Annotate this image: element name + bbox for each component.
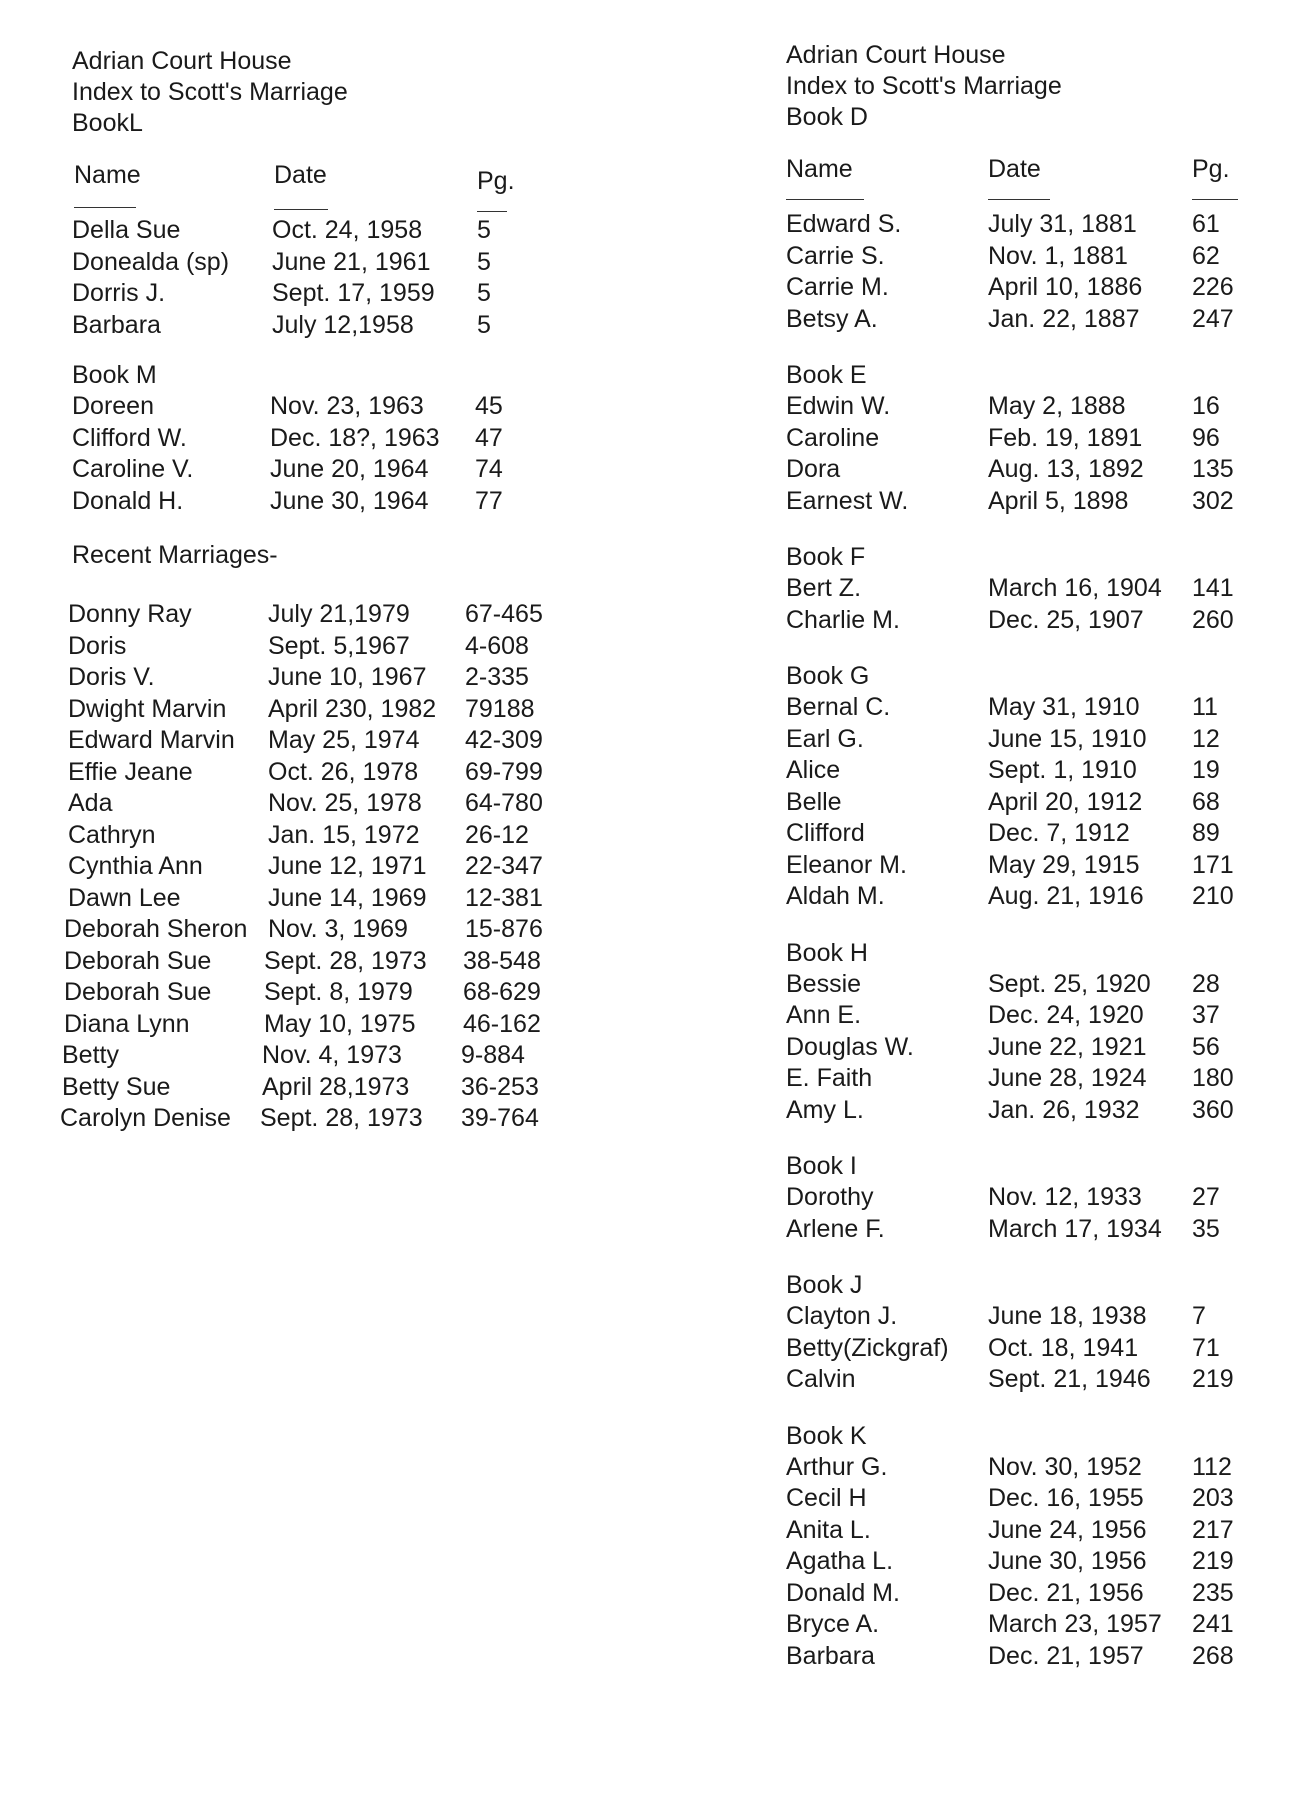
entry-date: July 21,1979: [268, 600, 410, 628]
entry-page: 12-381: [465, 883, 543, 912]
table-row: [68, 820, 592, 852]
entry-date: June 22, 1921: [988, 1032, 1147, 1061]
table-row: [786, 1095, 1286, 1127]
entry-date: June 14, 1969: [268, 883, 427, 912]
entry-page: 5: [477, 216, 491, 244]
name-rule: [74, 207, 136, 208]
entry-date: Dec. 24, 1920: [988, 1001, 1144, 1029]
entry-date: June 30, 1956: [988, 1547, 1147, 1575]
left-header-line-2: Index to Scott's Marriage: [72, 78, 348, 106]
entry-name: Cecil H: [786, 1484, 867, 1512]
entry-date: Jan. 15, 1972: [268, 820, 420, 849]
entry-name: Ada: [68, 789, 113, 817]
entry-page: 27: [1192, 1183, 1220, 1211]
book-m-rows: [72, 391, 592, 517]
table-row: [786, 692, 1286, 724]
table-row: [786, 1641, 1286, 1673]
table-row: [786, 1333, 1286, 1365]
entry-page: 39-764: [461, 1104, 539, 1132]
table-row: [786, 272, 1286, 304]
entry-page: 5: [477, 310, 491, 339]
table-row: [786, 1000, 1286, 1032]
entry-page: 22-347: [465, 852, 543, 880]
entry-date: Jan. 22, 1887: [988, 304, 1140, 333]
entry-name: E. Faith: [786, 1064, 873, 1092]
table-row: [786, 209, 1286, 241]
entry-page: 9-884: [461, 1041, 525, 1069]
table-row: [786, 818, 1286, 850]
entry-name: Edward Marvin: [68, 726, 235, 754]
entry-name: Clifford W.: [72, 423, 187, 452]
entry-date: March 23, 1957: [988, 1610, 1162, 1638]
entry-date: Nov. 25, 1978: [268, 789, 422, 817]
entry-date: May 10, 1975: [264, 1009, 416, 1038]
entry-date: Dec. 21, 1956: [988, 1578, 1144, 1607]
book-f-title: Book F: [786, 543, 866, 571]
entry-page: 77: [475, 486, 503, 515]
book-j-title: Book J: [786, 1271, 863, 1299]
entry-name: Earl G.: [786, 724, 864, 753]
right-header-line-2: Index to Scott's Marriage: [786, 72, 1062, 100]
entry-date: June 10, 1967: [268, 663, 427, 691]
book-j-rows: [786, 1301, 1286, 1396]
table-row: [786, 1032, 1286, 1064]
entry-name: Donealda (sp): [72, 247, 230, 276]
entry-name: Barbara: [786, 1641, 875, 1670]
entry-name: Arlene F.: [786, 1214, 885, 1243]
entry-page: 26-12: [465, 820, 529, 849]
entry-name: Dorothy: [786, 1183, 874, 1211]
table-row: [786, 1364, 1286, 1396]
entry-date: Dec. 7, 1912: [988, 819, 1130, 847]
entry-name: Charlie M.: [786, 605, 900, 634]
entry-date: June 30, 1964: [270, 486, 429, 515]
entry-name: Ann E.: [786, 1001, 862, 1029]
entry-name: Betty: [62, 1041, 119, 1069]
entry-date: Aug. 13, 1892: [988, 455, 1144, 483]
right-rules: [786, 193, 1286, 209]
table-row: [68, 599, 592, 631]
entry-name: Della Sue: [72, 216, 181, 244]
entry-name: Cynthia Ann: [68, 852, 203, 880]
table-row: [68, 851, 592, 883]
entry-page: 79188: [465, 694, 535, 723]
entry-name: Donald M.: [786, 1578, 900, 1607]
entry-date: April 20, 1912: [988, 787, 1143, 816]
entry-name: Diana Lynn: [64, 1009, 190, 1038]
entry-name: Earnest W.: [786, 486, 909, 515]
book-k-rows: [786, 1452, 1286, 1673]
entry-name: Anita L.: [786, 1515, 871, 1544]
entry-date: Feb. 19, 1891: [988, 423, 1143, 452]
entry-name: Donny Ray: [68, 600, 192, 628]
entry-name: Caroline V.: [72, 455, 194, 483]
entry-date: May 25, 1974: [268, 726, 420, 754]
entry-page: 226: [1192, 273, 1234, 301]
entry-date: Nov. 4, 1973: [262, 1041, 402, 1069]
entry-page: 38-548: [463, 946, 541, 975]
table-row: [786, 1515, 1286, 1547]
entry-page: 62: [1192, 241, 1220, 270]
pg-rule: [1192, 199, 1238, 200]
table-row: [786, 755, 1286, 787]
entry-date: June 15, 1910: [988, 724, 1147, 753]
entry-name: Aldah M.: [786, 882, 885, 910]
book-g-rows: [786, 692, 1286, 913]
book-f-rows: [786, 573, 1286, 636]
pg-heading: Pg.: [1192, 155, 1230, 183]
entry-page: 61: [1192, 210, 1220, 238]
entry-page: 47: [475, 423, 503, 452]
entry-page: 235: [1192, 1578, 1234, 1607]
entry-page: 96: [1192, 423, 1220, 452]
entry-page: 11: [1192, 693, 1218, 721]
entry-date: Aug. 21, 1916: [988, 882, 1144, 910]
entry-page: 42-309: [465, 726, 543, 754]
entry-page: 210: [1192, 882, 1234, 910]
entry-date: Sept. 17, 1959: [272, 279, 435, 307]
entry-page: 203: [1192, 1484, 1234, 1512]
entry-page: 260: [1192, 605, 1234, 634]
table-row: [60, 1103, 592, 1135]
table-row: [786, 724, 1286, 756]
pg-heading: Pg.: [477, 167, 515, 195]
entry-name: Bert Z.: [786, 574, 862, 602]
entry-page: 141: [1192, 574, 1234, 602]
recent-marriages-title: Recent Marriages-: [72, 541, 278, 569]
entry-page: 28: [1192, 969, 1220, 998]
entry-page: 4-608: [465, 631, 529, 660]
entry-date: April 5, 1898: [988, 486, 1129, 515]
entry-date: June 21, 1961: [272, 247, 431, 276]
entry-page: 68-629: [463, 978, 541, 1006]
table-row: [62, 1072, 592, 1104]
book-m-title: Book M: [72, 361, 157, 389]
name-heading: Name: [786, 155, 853, 183]
entry-date: July 12,1958: [272, 310, 414, 339]
entry-name: Eleanor M.: [786, 850, 907, 879]
table-row: [786, 304, 1286, 336]
table-row: [68, 757, 592, 789]
book-g-title: Book G: [786, 662, 870, 690]
entry-page: 74: [475, 455, 503, 483]
right-column-headings: [786, 155, 1286, 193]
entry-name: Bryce A.: [786, 1610, 880, 1638]
book-k-title: Book K: [786, 1421, 867, 1450]
entry-page: 5: [477, 279, 491, 307]
entry-name: Cathryn: [68, 820, 156, 849]
entry-page: 35: [1192, 1214, 1220, 1243]
table-row: [786, 1452, 1286, 1484]
entry-name: Betty(Zickgraf): [786, 1333, 949, 1362]
book-i-title: Book I: [786, 1152, 857, 1180]
entry-page: 46-162: [463, 1009, 541, 1038]
entry-name: Dawn Lee: [68, 883, 181, 912]
entry-page: 247: [1192, 304, 1234, 333]
left-column: [60, 46, 592, 1135]
entry-date: Jan. 26, 1932: [988, 1095, 1140, 1124]
left-rows: [72, 215, 592, 341]
date-heading: Date: [988, 155, 1041, 183]
entry-date: Nov. 1, 1881: [988, 241, 1128, 270]
entry-page: 135: [1192, 455, 1234, 483]
entry-date: Nov. 12, 1933: [988, 1183, 1142, 1211]
entry-date: Dec. 18?, 1963: [270, 423, 440, 452]
entry-page: 2-335: [465, 663, 529, 691]
left-header-line-1: Adrian Court House: [72, 47, 292, 75]
date-rule: [988, 199, 1050, 200]
right-header-line-1: Adrian Court House: [786, 41, 1006, 69]
entry-date: Dec. 25, 1907: [988, 605, 1144, 634]
entry-name: Doris: [68, 631, 127, 660]
table-row: [786, 573, 1286, 605]
entry-name: Carolyn Denise: [60, 1104, 231, 1132]
entry-page: 180: [1192, 1064, 1234, 1092]
entry-page: 37: [1192, 1001, 1220, 1029]
entry-name: Edward S.: [786, 210, 902, 238]
entry-date: July 31, 1881: [988, 210, 1137, 238]
entry-name: Dora: [786, 455, 841, 483]
table-row: [786, 1063, 1286, 1095]
entry-page: 36-253: [461, 1072, 539, 1101]
entry-page: 69-799: [465, 757, 543, 786]
name-heading: Name: [74, 161, 141, 189]
recent-rows: [60, 599, 592, 1135]
left-rules: [72, 199, 592, 215]
entry-name: Caroline: [786, 423, 880, 452]
entry-name: Amy L.: [786, 1095, 864, 1124]
entry-name: Donald H.: [72, 486, 184, 515]
entry-name: Bernal C.: [786, 693, 891, 721]
entry-date: Sept. 25, 1920: [988, 969, 1151, 998]
entry-name: Dorris J.: [72, 279, 166, 307]
entry-page: 64-780: [465, 789, 543, 817]
table-row: [72, 454, 592, 486]
table-row: [72, 278, 592, 310]
table-row: [72, 310, 592, 342]
entry-page: 71: [1192, 1333, 1220, 1362]
entry-date: April 10, 1886: [988, 273, 1143, 301]
entry-date: Sept. 5,1967: [268, 631, 410, 660]
table-row: [68, 694, 592, 726]
entry-date: Nov. 3, 1969: [268, 915, 408, 943]
table-row: [72, 215, 592, 247]
entry-name: Carrie S.: [786, 241, 885, 270]
entry-name: Deborah Sue: [64, 978, 212, 1006]
entry-date: Nov. 23, 1963: [270, 392, 424, 420]
table-row: [62, 1040, 592, 1072]
table-row: [72, 247, 592, 279]
entry-date: Sept. 28, 1973: [260, 1104, 423, 1132]
left-header-line-3: BookL: [72, 109, 143, 137]
entry-name: Carrie M.: [786, 273, 889, 301]
entry-page: 15-876: [465, 915, 543, 943]
entry-page: 19: [1192, 756, 1220, 784]
table-row: [68, 725, 592, 757]
entry-date: Oct. 24, 1958: [272, 216, 423, 244]
entry-name: Deborah Sheron: [64, 915, 248, 943]
entry-name: Doris V.: [68, 663, 155, 691]
entry-name: Bessie: [786, 969, 862, 998]
entry-name: Doreen: [72, 392, 154, 420]
book-e-rows: [786, 391, 1286, 517]
entry-page: 67-465: [465, 600, 543, 628]
entry-date: Nov. 30, 1952: [988, 1452, 1142, 1481]
table-row: [786, 787, 1286, 819]
entry-date: June 24, 1956: [988, 1515, 1147, 1544]
entry-name: Douglas W.: [786, 1032, 914, 1061]
left-header: [72, 46, 592, 139]
table-row: [72, 391, 592, 423]
book-e-title: Book E: [786, 361, 867, 389]
entry-date: June 12, 1971: [268, 852, 427, 880]
entry-date: Oct. 26, 1978: [268, 757, 419, 786]
date-rule: [274, 209, 328, 210]
entry-date: Oct. 18, 1941: [988, 1333, 1139, 1362]
table-row: [64, 914, 592, 946]
entry-page: 171: [1192, 850, 1234, 879]
table-row: [68, 662, 592, 694]
entry-page: 302: [1192, 486, 1234, 515]
pg-rule: [477, 211, 507, 212]
entry-name: Betsy A.: [786, 304, 878, 333]
table-row: [786, 1578, 1286, 1610]
entry-name: Agatha L.: [786, 1547, 894, 1575]
table-row: [786, 1546, 1286, 1578]
book-h-rows: [786, 969, 1286, 1127]
table-row: [786, 1301, 1286, 1333]
entry-date: May 29, 1915: [988, 850, 1140, 879]
table-row: [68, 883, 592, 915]
entry-date: Dec. 16, 1955: [988, 1484, 1144, 1512]
entry-page: 45: [475, 392, 503, 420]
table-row: [786, 486, 1286, 518]
entry-page: 112: [1192, 1452, 1232, 1481]
book-h-title: Book H: [786, 938, 868, 967]
table-row: [72, 423, 592, 455]
table-row: [786, 969, 1286, 1001]
entry-name: Effie Jeane: [68, 757, 193, 786]
entry-page: 89: [1192, 819, 1220, 847]
entry-page: 219: [1192, 1547, 1234, 1575]
entry-date: June 20, 1964: [270, 455, 429, 483]
entry-date: May 31, 1910: [988, 693, 1140, 721]
table-row: [786, 454, 1286, 486]
entry-page: 16: [1192, 392, 1220, 420]
table-row: [786, 881, 1286, 913]
entry-date: March 16, 1904: [988, 574, 1162, 602]
entry-name: Calvin: [786, 1365, 856, 1393]
table-row: [64, 977, 592, 1009]
entry-date: Sept. 28, 1973: [264, 946, 427, 975]
entry-date: Sept. 8, 1979: [264, 978, 413, 1006]
entry-page: 360: [1192, 1095, 1234, 1124]
right-header: [786, 40, 1286, 133]
entry-date: Dec. 21, 1957: [988, 1641, 1144, 1670]
entry-date: March 17, 1934: [988, 1214, 1162, 1243]
entry-date: May 2, 1888: [988, 392, 1126, 420]
left-column-headings: [72, 161, 592, 199]
date-heading: Date: [274, 161, 327, 189]
entry-name: Betty Sue: [62, 1072, 171, 1101]
table-row: [72, 486, 592, 518]
entry-date: June 28, 1924: [988, 1064, 1147, 1092]
table-row: [786, 605, 1286, 637]
entry-page: 241: [1192, 1610, 1234, 1638]
table-row: [786, 1214, 1286, 1246]
entry-name: Belle: [786, 787, 842, 816]
table-row: [64, 1009, 592, 1041]
table-row: [786, 850, 1286, 882]
entry-page: 217: [1192, 1515, 1234, 1544]
entry-name: Deborah Sue: [64, 946, 212, 975]
entry-name: Edwin W.: [786, 392, 891, 420]
right-header-line-3: Book D: [786, 103, 868, 131]
entry-date: April 28,1973: [262, 1072, 410, 1101]
table-row: [64, 946, 592, 978]
table-row: [786, 391, 1286, 423]
table-row: [786, 1483, 1286, 1515]
book-d-rows: [786, 209, 1286, 335]
entry-page: 56: [1192, 1032, 1220, 1061]
table-row: [786, 1182, 1286, 1214]
table-row: [786, 1609, 1286, 1641]
table-row: [68, 788, 592, 820]
entry-page: 268: [1192, 1641, 1234, 1670]
entry-page: 5: [477, 247, 491, 276]
entry-date: Sept. 21, 1946: [988, 1365, 1151, 1393]
entry-name: Dwight Marvin: [68, 694, 227, 723]
right-column: [786, 40, 1286, 1672]
entry-date: June 18, 1938: [988, 1302, 1147, 1330]
entry-name: Clayton J.: [786, 1302, 898, 1330]
entry-name: Alice: [786, 756, 841, 784]
entry-page: 7: [1192, 1302, 1206, 1330]
entry-page: 68: [1192, 787, 1220, 816]
table-row: [786, 423, 1286, 455]
entry-page: 12: [1192, 724, 1220, 753]
name-rule: [786, 199, 864, 200]
entry-page: 219: [1192, 1365, 1234, 1393]
entry-date: April 230, 1982: [268, 694, 437, 723]
table-row: [68, 631, 592, 663]
entry-name: Barbara: [72, 310, 161, 339]
table-row: [786, 241, 1286, 273]
entry-date: Sept. 1, 1910: [988, 756, 1137, 784]
entry-name: Clifford: [786, 819, 865, 847]
entry-name: Arthur G.: [786, 1452, 888, 1481]
book-i-rows: [786, 1182, 1286, 1245]
